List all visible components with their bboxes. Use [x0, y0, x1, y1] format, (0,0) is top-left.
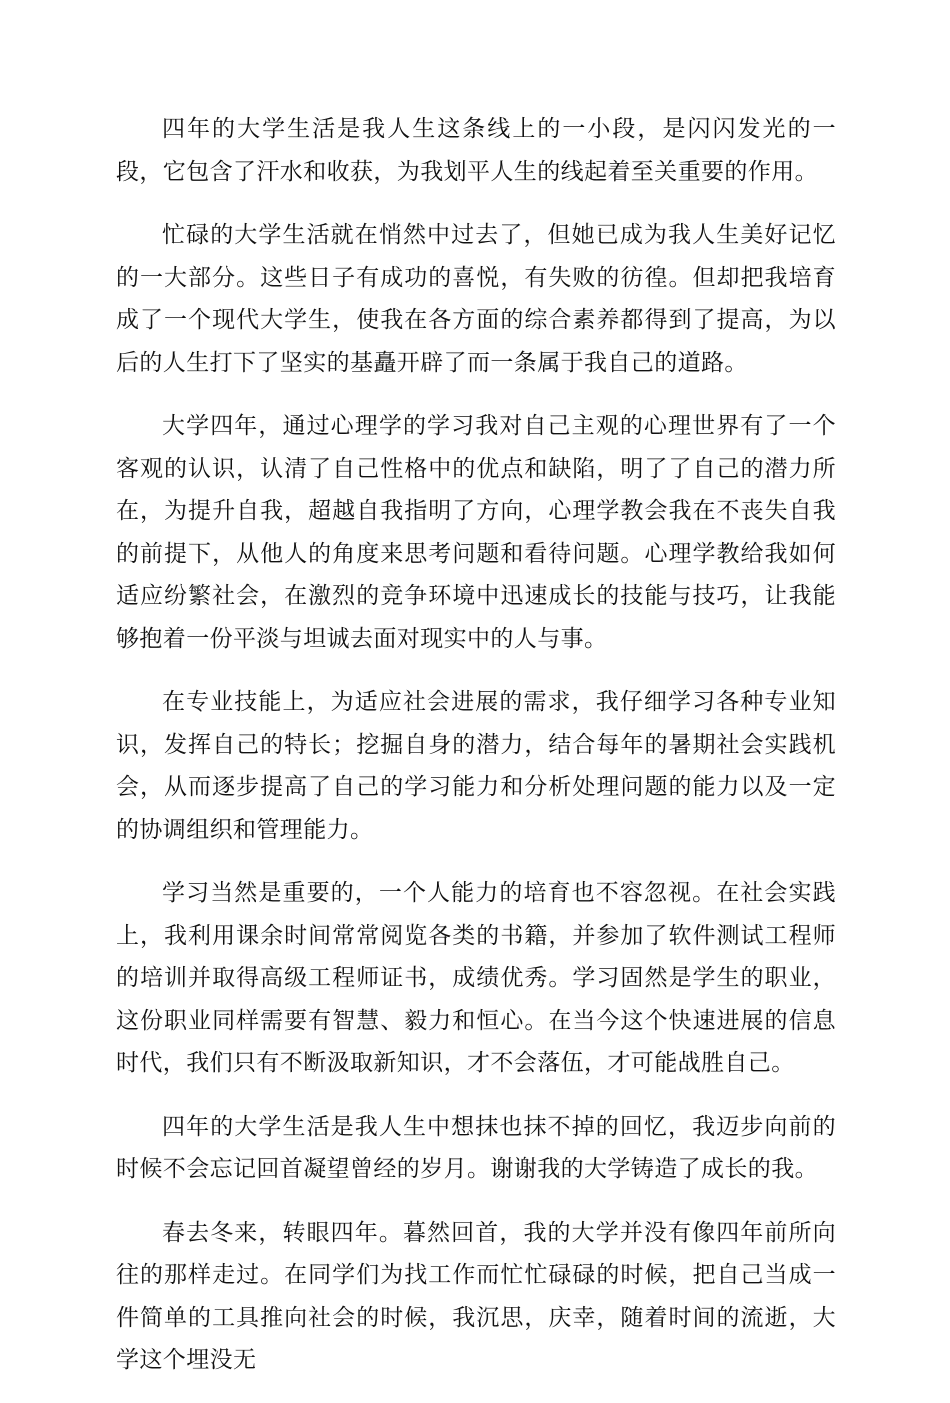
paragraph-7: 春去冬来，转眼四年。暮然回首，我的大学并没有像四年前所向往的那样走过。在同学们为找工作而忙忙碌碌的时候，把自己当成一件简单的工具推向社会的时候，我沉思，庆幸，随着时间的流逝，大学这个埋没无 — [116, 1219, 836, 1373]
paragraph-2: 忙碌的大学生活就在悄然中过去了，但她已成为我人生美好记忆的一大部分。这些日子有成功的喜悦，有失败的彷徨。但却把我培育成了一个现代大学生，使我在各方面的综合素养都得到了提高，为以后的人生打下了坚实的基矗开辟了而一条属于我自己的道路。 — [116, 222, 836, 376]
paragraph-3: 大学四年，通过心理学的学习我对自己主观的心理世界有了一个客观的认识，认清了自己性格中的优点和缺陷，明了了自己的潜力所在，为提升自我，超越自我指明了方向，心理学教会我在不丧失自我的前提下，从他人的角度来思考问题和看待问题。心理学教给我如何适应纷繁社会，在激烈的竞争环境中迅速成长的技能与技巧，让我能够抱着一份平淡与坦诚去面对现实中的人与事。 — [116, 413, 836, 652]
paragraph-6: 四年的大学生活是我人生中想抹也抹不掉的回忆，我迈步向前的时候不会忘记回首凝望曾经的岁月。谢谢我的大学铸造了成长的我。 — [116, 1113, 836, 1182]
document-body — [116, 108, 836, 1403]
paragraph-4: 在专业技能上，为适应社会进展的需求，我仔细学习各种专业知识，发挥自己的特长；挖掘自身的潜力，结合每年的暑期社会实践机会，从而逐步提高了自己的学习能力和分析处理问题的能力以及一定的协调组织和管理能力。 — [116, 689, 836, 843]
paragraph-5: 学习当然是重要的，一个人能力的培育也不容忽视。在社会实践上，我利用课余时间常常阅览各类的书籍，并参加了软件测试工程师的培训并取得高级工程师证书，成绩优秀。学习固然是学生的职业，这份职业同样需要有智慧、毅力和恒心。在当今这个快速进展的信息时代，我们只有不断汲取新知识，才不会落伍，才可能战胜自己。 — [116, 880, 836, 1076]
paragraph-1: 四年的大学生活是我人生这条线上的一小段，是闪闪发光的一段，它包含了汗水和收获，为我划平人生的线起着至关重要的作用。 — [116, 116, 836, 185]
